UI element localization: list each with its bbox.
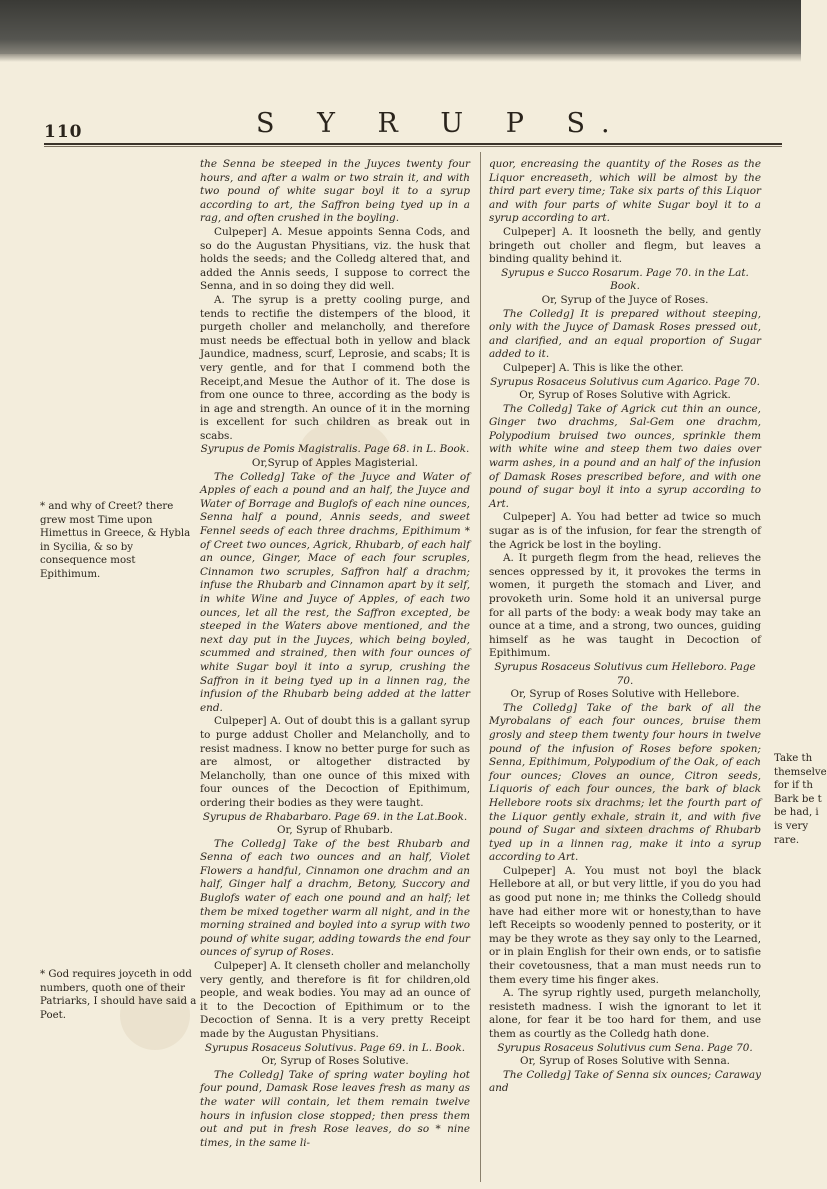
left-column [200,158,470,1150]
paragraph: Culpeper] A. You had better ad twice so much sugar as is of the infusion, for fear the strength of the Agrick be lost in the boyling. [489,511,761,551]
recipe-subheading: Or, Syrup of the Juyce of Roses. [541,293,709,306]
recipe-subheading: Or, Syrup of Roses Solutive with Senna. [520,1055,730,1068]
paragraph: A. The syrup rightly used, purgeth melancholly, resisteth madness. I wish the ignorant to let it alone, for fear it be too hard for them, and use them as courtly as the Colledg hath done. [489,987,761,1040]
recipe-subheading: Or, Syrup of Rhubarb. [277,824,393,837]
paragraph: The Colledg] It is prepared without steeping, only with the Juyce of Damask Roses pressed out, and clarified, and an equal proportion of Sugar added to it. [489,307,761,361]
paragraph: The Colledg] Take of the best Rhubarb and Senna of each two ounces and an half, Violet Flowers a handful, Cinnamon one drachm and an half, Ginger half a drachm, Betony, Succory and Buglofs water of each one pound and an half; let them be mixed together warm all night, and in the morning strained and boyled into a syrup with two pound of white sugar, adding towards the end four ounces of syrup of Roses. [200,837,470,959]
recipe-heading: Syrupus Rosaceus Solutivus cum Helleboro. Page 70. [494,660,756,687]
margin-note-creet: * and why of Creet? there grew most Time upon Himettus in Greece, & Hybla in Sycilia, & so by consequence most Epithimum. [40,501,191,580]
recipe-subheading: Or, Syrup of Roses Solutive with Agrick. [519,389,731,402]
page-top-shadow [0,0,801,56]
recipe-heading: Syrupus e Succo Rosarum. Page 70. in the Lat. Book. [501,266,749,293]
page-number: 110 [44,122,83,142]
paragraph: quor, encreasing the quantity of the Roses as the Liquor encreaseth, which will be almost by the third part every time; Take six parts of this Liquor and with four parts of white Sugar boyl it to a syrup according to art. [489,158,761,225]
column-divider [480,152,481,1182]
recipe-heading: Syrupus de Rhabarbaro. Page 69. in the Lat.Book. [202,810,468,823]
header-rule [44,143,782,145]
paragraph: The Colledg] Take of the bark of all the Myrobalans of each four ounces, bruise them grosly and steep them twenty four hours in twelve pound of the infusion of Roses before spoken; Senna, Epithimum, Polypodium of the Oak, of each four ounces; Cloves an ounce, Citron seeds, Liquoris of each four ounces, the bark of black Hellebore roots six drachms; let the fourth part of the Liquor gently exhale, strain it, and with five pound of Sugar and sixteen drachms of Rhubarb tyed up in a linnen rag, make it into a syrup according to Art. [489,701,761,864]
paragraph: The Colledg] Take of Senna six ounces; Caraway and [489,1068,761,1095]
recipe-heading: Syrupus Rosaceus Solutivus cum Agarico. Page 70. [490,375,760,388]
paragraph: Culpeper] A. You must not boyl the black Hellebore at all, or but very little, if you do you had as good put none in; me thinks the Colledg should have had either more wit or honesty,than to have left Receipts so woodenly penned to posterity, or it may be they wrote as they say only to the Learned, or in plain English for their own ends, or to satisfie their covetousness, that a man must needs run to them every time his finger akes. [489,864,761,986]
running-title: S Y R U P S. [256,108,627,139]
header-rule-thin [44,146,782,147]
recipe-subheading: Or, Syrup of Roses Solutive. [261,1055,409,1068]
recipe-heading: Syrupus Rosaceus Solutivus. Page 69. in L. Book. [204,1041,466,1054]
margin-note-right-edge: Take th themselve for if th Bark be t be had, i is very rare. [774,753,827,846]
paragraph: The Colledg] Take of the Juyce and Water of Apples of each a pound and an half, the Juyce and Water of Borrage and Buglofs of each nine ounces, Senna half a pound, Annis seeds, and sweet Fennel seeds of each three drachms, Epithimum * of Creet two ounces, Agrick, Rhubarb, of each half an ounce, Ginger, Mace of each four scruples, Cinnamon two scruples, Saffron half a drachm; infuse the Rhubarb and Cinnamon apart by it self, in white Wine and Juyce of Apples, of each two ounces, let all the rest, the Saffron excepted, be steeped in the Waters above mentioned, and the next day put in the Juyces, which being boyled, scummed and strained, then with four ounces of white Sugar boyl it into a syrup, crushing the Saffron in it being tyed up in a linnen rag, the infusion of the Rhubarb being added at the latter end. [200,470,470,714]
recipe-subheading: Or, Syrup of Roses Solutive with Hellebore. [510,688,740,701]
paragraph: Culpeper] A. It clenseth choller and melancholly very gently, and therefore is fit for children,old people, and weak bodies. You may ad an ounce of it to the Decoction of Epithimum or to the Decoction of Senna. It is a very pretty Receipt made by the Augustan Physitians. [200,960,470,1040]
paragraph: A. It purgeth flegm from the head, relieves the sences oppressed by it, it provokes the terms in women, it purgeth the stomach and Liver, and provoketh urin. Some hold it an universal purge for all parts of the body: a weak body may take an ounce at a time, and a strong, two ounces, guiding himself as he was taught in Decoction of Epithimum. [489,552,761,660]
paragraph: Culpeper] A. This is like the other. [503,361,684,374]
recipe-subheading: Or,Syrup of Apples Magisterial. [251,457,419,470]
paragraph: The Colledg] Take of Agrick cut thin an ounce, Ginger two drachms, Sal-Gem one drachm, Polypodium bruised two ounces, sprinkle them with white wine and steep them two daies over warm ashes, in a pound and an half of the infusion of Damask Roses prescribed before, and with one pound of sugar boyl it into a syrup according to Art. [489,402,761,510]
paragraph: A. The syrup is a pretty cooling purge, and tends to rectifie the distempers of the blood, it purgeth choller and melancholly, and therefore must needs be effectual both in yellow and black Jaundice, madness, scurf, Leprosie, and scabs; It is very gentle, and for that I commend both the Receipt,and Mesue the Author of it. The dose is from one ounce to three, according as the body is in age and strength. An ounce of it in the morning is excellent for such children as break out in scabs. [200,293,470,442]
paragraph: Culpeper] A. Mesue appoints Senna Cods, and so do the Augustan Physitians, viz. the husk that holds the seeds; and the Colledg altered that, and added the Annis seeds, I suppose to correct the Senna, and in so doing they did well. [200,225,470,293]
right-column [489,158,761,1096]
paragraph: Culpeper] A. Out of doubt this is a gallant syrup to purge addust Choller and Melancholly, and to resist madness. I know no better purge for such as are almost, or altogether distracted by Melancholly, than one ounce of this mixed with four ounces of the Decoction of Epithimum, ordering their bodies as they were taught. [200,715,470,809]
margin-note-odd-numbers: * God requires joyceth in odd numbers, quoth one of their Patriarks, I should have said a Poet. [40,969,197,1021]
paragraph: The Colledg] Take of spring water boyling hot four pound, Damask Rose leaves fresh as many as the water will contain, let them remain twelve hours in infusion close stopped; then press them out and put in fresh Rose leaves, do so * nine times, in the same li- [200,1068,470,1149]
recipe-heading: Syrupus Rosaceus Solutivus cum Sena. Page 70. [497,1041,753,1054]
paragraph: Culpeper] A. It loosneth the belly, and gently bringeth out choller and flegm, but leaves a binding quality behind it. [489,225,761,266]
paragraph: the Senna be steeped in the Juyces twenty four hours, and after a walm or two strain it, and with two pound of white sugar boyl it to a syrup according to art, the Saffron being tyed up in a rag, and often crushed in the boyling. [200,158,470,225]
recipe-heading: Syrupus de Pomis Magistralis. Page 68. in L. Book. [200,443,470,456]
